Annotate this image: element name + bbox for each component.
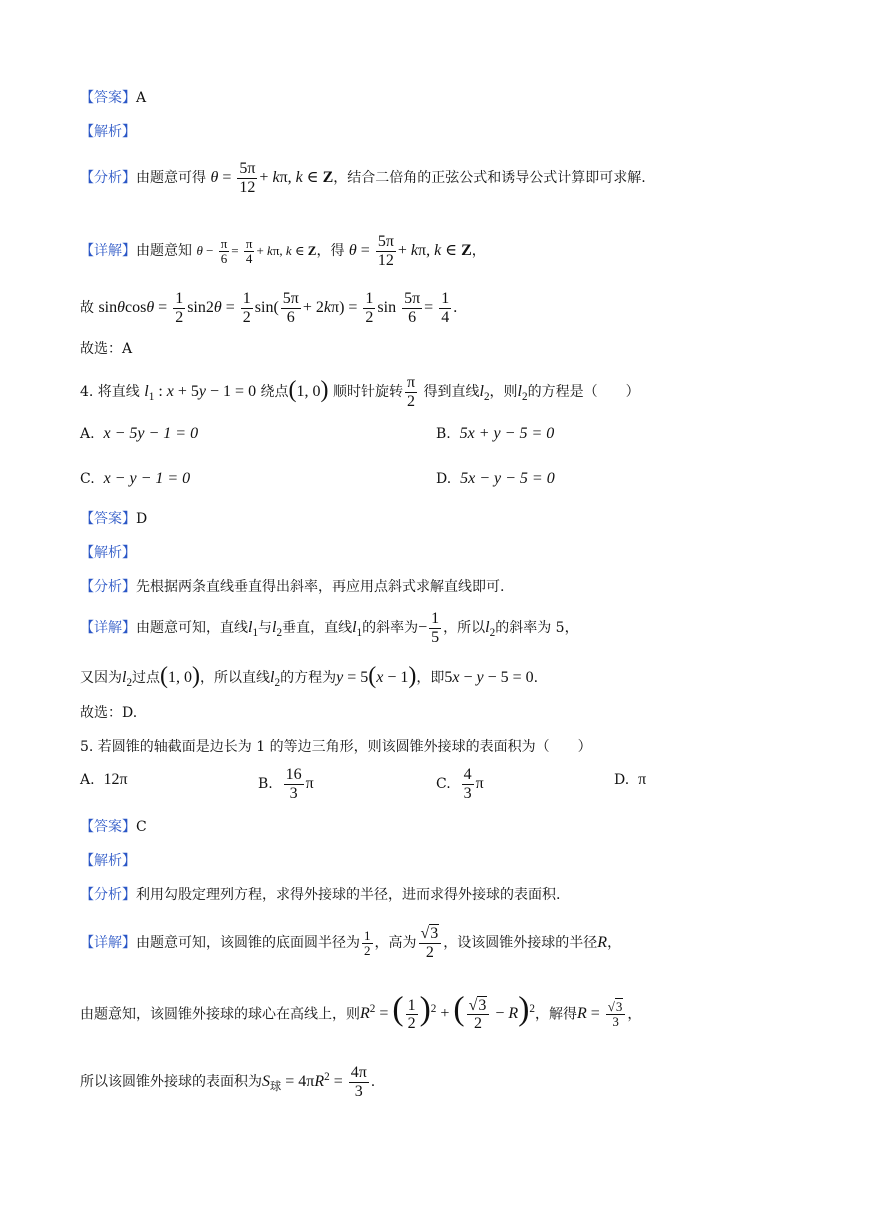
q4-line2-eq-pre: 的方程为 xyxy=(280,669,337,686)
analysis-label: 【解析】 xyxy=(80,853,136,869)
q4-stem-mid1: 绕点 xyxy=(260,383,289,400)
q4-answer-line xyxy=(80,512,147,526)
q3-fenxi-post: ，结合二倍角的正弦公式和诱导公式计算即可求解. xyxy=(333,169,646,186)
analysis-label: 【解析】 xyxy=(80,545,136,561)
q5-R-value: R = $\frac{√3}{3}$ xyxy=(577,1005,627,1022)
xiangjie-label: 【详解】 xyxy=(80,242,136,259)
xiangjie-label: 【详解】 xyxy=(80,619,136,636)
q5-detail-pre: 由题意可知，该圆锥的底面圆半径为 xyxy=(136,934,360,951)
q5-fenxi: 利用勾股定理列方程，求得外接球的半径，进而求得外接球的表面积. xyxy=(136,887,561,903)
q3-detail-line xyxy=(80,233,486,269)
q3-detail-pre: 由题意知 xyxy=(136,242,192,259)
q4-option-c xyxy=(80,471,190,487)
q5-option-b-label: B. xyxy=(258,775,273,792)
q4-result: 故选：D. xyxy=(80,705,138,721)
q5-line2-solve: ，解得 xyxy=(534,1006,577,1023)
q3-calc-line xyxy=(80,290,457,326)
q4-line2-pre: 又因为 xyxy=(80,669,122,686)
q4-answer: D xyxy=(136,511,148,527)
q5-option-b xyxy=(258,766,314,802)
q3-answer-line xyxy=(80,91,146,105)
q5-line2 xyxy=(80,993,641,1033)
q5-line3-end: . xyxy=(370,1073,376,1090)
answer-label: 【答案】 xyxy=(80,819,136,835)
q3-detail-eq1: θ − $\frac{\pi}{6}$ = $\frac{\pi}{4}$ + kπ, k ∈ Z xyxy=(196,235,317,267)
q4-detail-slope: 的斜率为 xyxy=(362,619,419,636)
q4-stem xyxy=(80,374,640,410)
q5-option-a-label: A. xyxy=(80,772,95,788)
q4-stem-mid2: 顺时针旋转 xyxy=(332,383,403,400)
answer-label: 【答案】 xyxy=(80,90,136,106)
fenxi-label: 【分析】 xyxy=(80,579,136,595)
q4-option-d-label: D. xyxy=(436,471,452,487)
q5-stem: 5. 若圆锥的轴截面是边长为 1 的等边三角形，则该圆锥外接球的表面积为（ ） xyxy=(80,739,592,755)
fenxi-label: 【分析】 xyxy=(80,887,136,903)
q3-fenxi-pre: 由题意可得 xyxy=(136,169,206,186)
q3-detail-end: ， xyxy=(471,242,486,259)
q5-height: $\frac{√3}{2}$ xyxy=(417,934,444,951)
q5-R: R xyxy=(597,933,608,951)
q5-line3-pre: 所以该圆锥外接球的表面积为 xyxy=(80,1073,262,1090)
q5-fenxi-line xyxy=(80,888,560,902)
q4-option-c-eq: x − y − 1 = 0 xyxy=(103,470,191,487)
q3-analysis-heading xyxy=(80,125,136,139)
q4-l1-a: $l_1$ xyxy=(248,618,259,639)
q4-detail-pre: 由题意可知，直线 xyxy=(136,619,248,636)
q4-option-c-label: C. xyxy=(80,471,95,487)
q4-line2-end: . xyxy=(533,669,539,686)
q5-detail-post: ，设该圆锥外接球的半径 xyxy=(443,934,598,951)
q5-option-c xyxy=(436,766,484,802)
q4-slope-value: − $\frac{1}{5}$ xyxy=(418,610,440,646)
q5-sphere-sub: 球 xyxy=(270,1079,282,1093)
analysis-label: 【解析】 xyxy=(80,124,136,140)
q4-detail-line xyxy=(80,610,579,646)
q4-detail-and: 与 xyxy=(258,619,273,636)
q4-option-b-eq: 5x + y − 5 = 0 xyxy=(459,425,555,442)
q4-stem-post2: 的方程是（ ） xyxy=(527,383,640,400)
q5-surface-area: $S_球 = 4\pi R^2$ = $\frac{4\pi}{3}$ xyxy=(262,1064,367,1100)
q3-calc-eq: sinθcosθ = $\frac{1}{2}$ sin2θ = $\frac{1}{2}$ sin( $\frac{5\pi}{6}$ + 2kπ) = $\frac{1}{2}$ sin $\frac{5\pi}{6}$ = $\frac{1}{4}$ . xyxy=(98,290,458,326)
q5-option-a-val: 12π xyxy=(103,771,128,788)
q5-analysis-heading xyxy=(80,854,136,868)
q4-l2-b: $l_2$ xyxy=(485,618,496,639)
q4-option-d xyxy=(436,471,555,487)
q4-detail-perp: 垂直，直线 xyxy=(282,619,353,636)
q4-detail-so: ，所以 xyxy=(443,619,486,636)
q4-option-a-eq: x − 5y − 1 = 0 xyxy=(103,425,199,442)
q3-theta-formula: θ = $\frac{5\pi}{12}$ + kπ, k ∈ Z xyxy=(210,160,334,196)
q4-option-b xyxy=(436,426,554,442)
q5-option-b-val: $\frac{16}{3}$ π xyxy=(285,766,314,802)
q5-option-c-val: $\frac{4}{3}$ π xyxy=(463,766,484,802)
q4-l2b: $l_2$ xyxy=(517,382,528,403)
q4-line-l1: $l_1$ : x + 5y − 1 = 0 xyxy=(144,382,257,403)
q4-l2: $l_2$ xyxy=(479,382,490,403)
q4-l2-d: $l_2$ xyxy=(270,668,281,689)
q4-point-b: (1, 0) xyxy=(160,663,201,689)
q3-detail-mid: ，得 xyxy=(316,242,345,259)
q4-option-b-label: B. xyxy=(436,426,451,442)
q4-line2-eq: y = 5(x − 1) xyxy=(336,663,417,689)
q4-l2-c: $l_2$ xyxy=(122,668,133,689)
q5-line3 xyxy=(80,1064,375,1100)
q4-analysis-heading xyxy=(80,546,136,560)
q4-l1-b: $l_1$ xyxy=(352,618,363,639)
q5-option-d-val: π xyxy=(638,771,647,788)
q4-stem-pre: 4. 将直线 xyxy=(80,383,140,400)
q5-radius: $\frac{1}{2}$ xyxy=(364,927,371,959)
q5-pythagoras: $R^2$ = ( $\frac{1}{2}$ )$^2$ + ( $\frac{√3}{2}$ − R)$^2$ xyxy=(360,991,535,1033)
q5-option-d xyxy=(614,772,646,788)
q4-point: (1, 0) xyxy=(288,376,329,403)
answer-label: 【答案】 xyxy=(80,511,136,527)
q4-line2-ji: ，即 xyxy=(416,669,445,686)
q5-detail-line: 【详解】由题意可知，该圆锥的底面圆半径为 $\frac{1}{2}$ ，高为 $\frac{√3}{2}$ ，设该圆锥外接球的半径R， xyxy=(80,925,622,961)
xiangjie-label: 【详解】 xyxy=(80,934,136,951)
q4-option-a xyxy=(80,426,198,442)
fenxi-label: 【分析】 xyxy=(80,169,136,186)
q4-fenxi-line xyxy=(80,580,504,594)
q4-line2-pass: 过点 xyxy=(132,669,161,686)
q4-line2-mid: ，所以直线 xyxy=(200,669,271,686)
q5-line2-end: ， xyxy=(627,1006,642,1023)
q3-result: 故选：A xyxy=(80,341,133,357)
q4-line2-final: 5x − y − 5 = 0 xyxy=(444,668,534,686)
q4-stem-mid3: 得到直线 xyxy=(423,383,480,400)
q4-stem-post: ，则 xyxy=(489,383,518,400)
q3-fenxi-line xyxy=(80,160,646,196)
q5-option-a xyxy=(80,772,128,788)
q4-option-d-eq: 5x − y − 5 = 0 xyxy=(460,470,555,487)
q5-option-d-label: D. xyxy=(614,772,630,788)
q3-detail-eq2: θ = $\frac{5\pi}{12}$ + kπ, k ∈ Z xyxy=(348,233,472,269)
q4-option-a-label: A. xyxy=(80,426,95,442)
q4-detail-slope2: 的斜率为 5， xyxy=(495,619,579,636)
q4-angle: $\frac{\pi}{2}$ xyxy=(406,374,416,410)
q4-fenxi: 先根据两条直线垂直得出斜率，再应用点斜式求解直线即可. xyxy=(136,579,505,595)
q5-answer-line xyxy=(80,820,147,834)
q4-line2 xyxy=(80,664,538,689)
q5-option-c-label: C. xyxy=(436,775,451,792)
q4-l2-a: $l_2$ xyxy=(272,618,283,639)
q5-line2-pre: 由题意知，该圆锥外接球的球心在高线上，则 xyxy=(80,1006,360,1023)
q5-detail-h: ，高为 xyxy=(374,934,417,951)
q3-answer: A xyxy=(136,90,147,106)
q5-answer: C xyxy=(136,819,147,835)
q3-line2-pre: 故 xyxy=(80,299,94,316)
